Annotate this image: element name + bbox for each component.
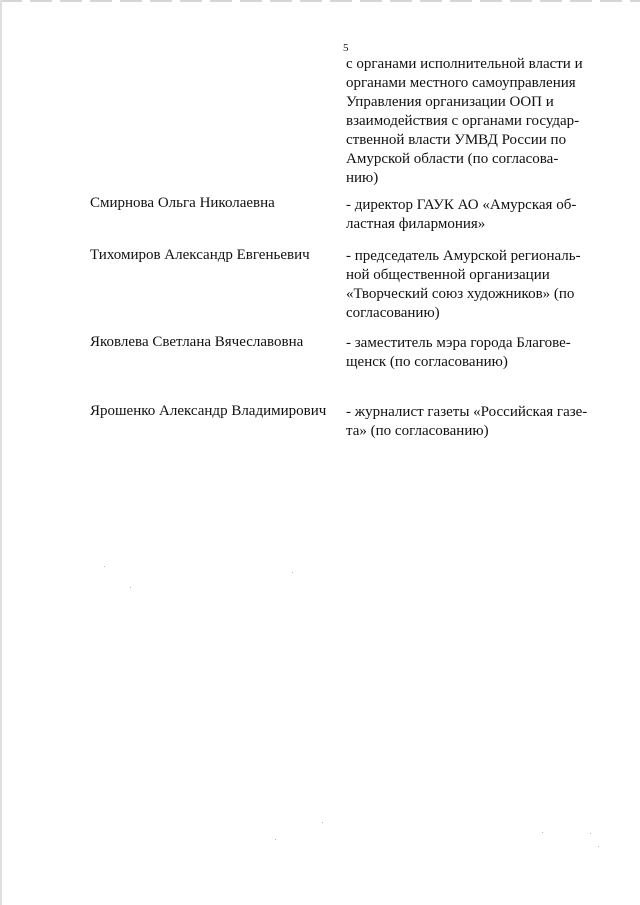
member-name: Смирнова Ольга Николаевна <box>90 195 275 211</box>
scan-top-edge <box>0 0 640 2</box>
member-role: - председатель Амурской региональ- ной общественной организации «Творческий союз художников» (по согласованию) <box>346 248 581 321</box>
scan-speck <box>322 822 323 823</box>
scan-speck <box>598 846 599 847</box>
page-number: 5 <box>343 42 349 54</box>
scan-speck <box>590 833 591 834</box>
scan-speck <box>292 572 293 573</box>
scan-speck <box>542 832 543 833</box>
member-role: - журналист газеты «Российская газе- та» (по согласованию) <box>346 404 588 439</box>
member-role: - директор ГАУК АО «Амурская об- ластная филармония» <box>346 197 577 232</box>
scan-speck <box>275 839 276 840</box>
scan-left-edge <box>0 0 2 905</box>
member-name: Яковлева Светлана Вячеславовна <box>90 334 304 350</box>
member-name: Тихомиров Александр Евгеньевич <box>90 247 310 263</box>
continuation-text: с органами исполнительной власти и органами местного самоуправления Управления организации ООП и взаимодействия с органами государ- ственной власти УМВД России по Амурской области (по согласова- нию) <box>346 56 583 186</box>
scan-speck <box>104 566 105 567</box>
scan-speck <box>130 587 131 588</box>
member-role: - заместитель мэра города Благове- щенск (по согласованию) <box>346 335 571 370</box>
member-name: Ярошенко Александр Владимирович <box>90 403 327 419</box>
